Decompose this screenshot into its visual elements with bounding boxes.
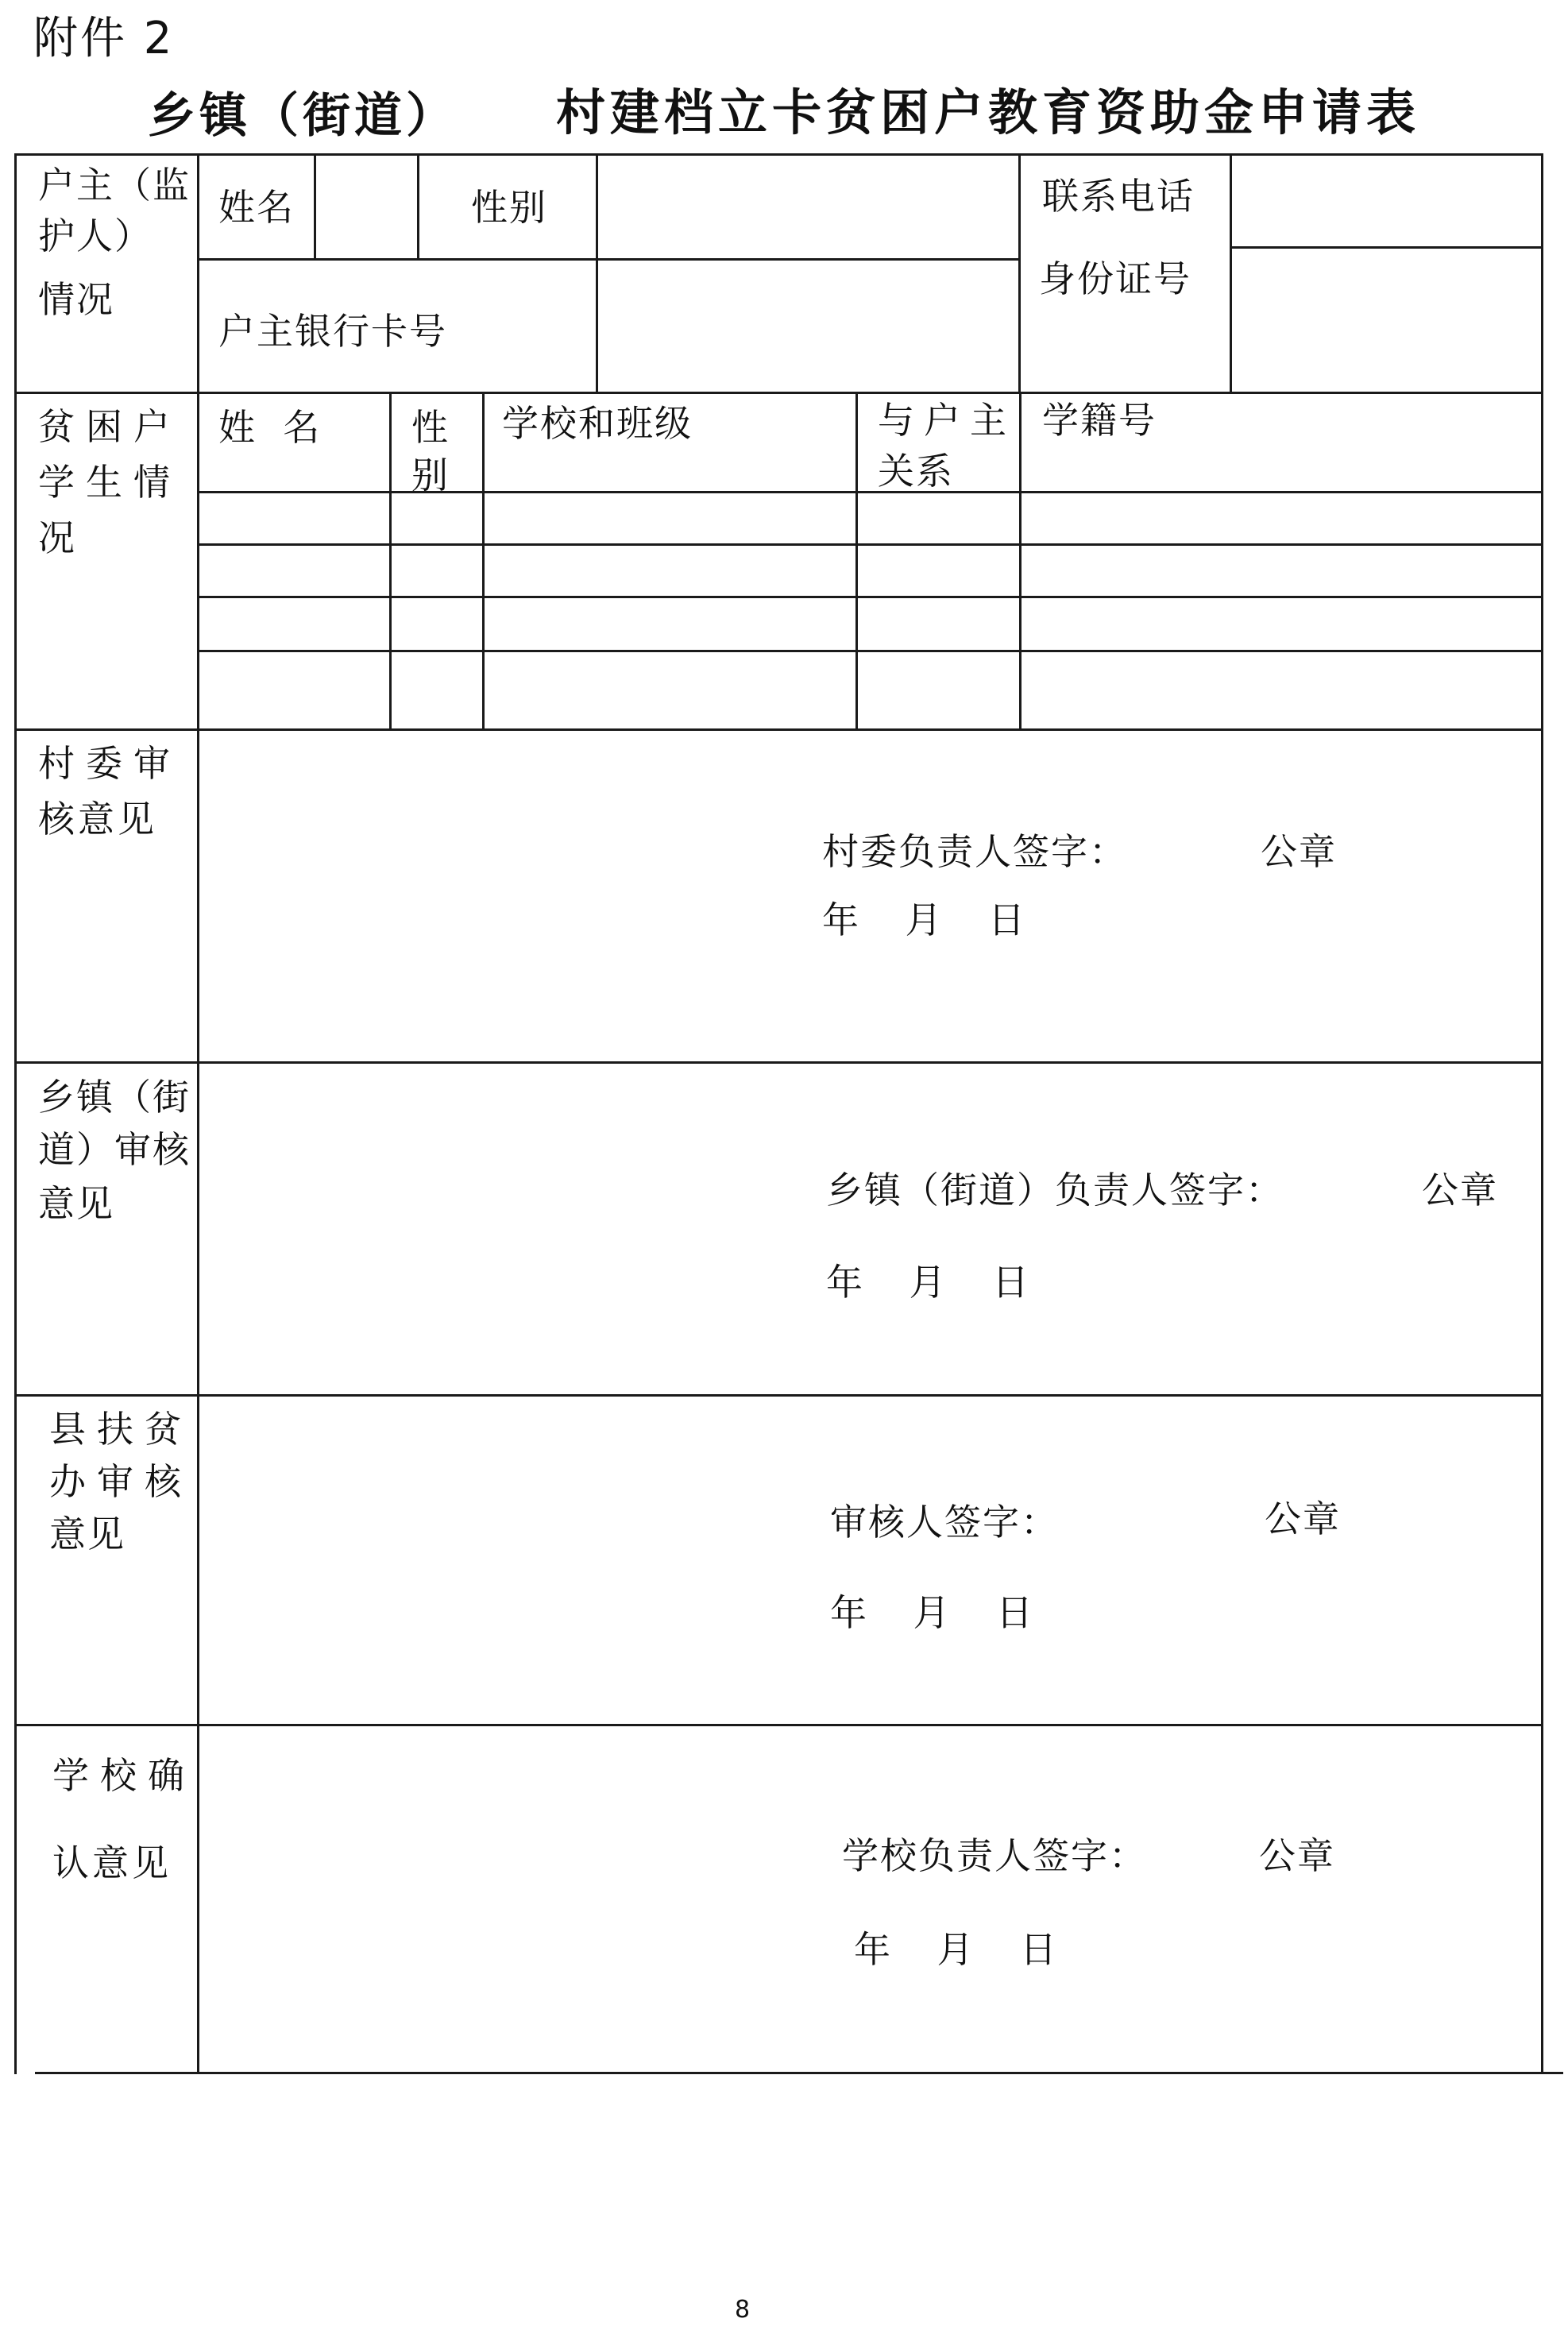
title-prefix: 乡镇（街道） [148,88,458,144]
line [197,543,1543,546]
line [314,153,316,258]
bank-card-value[interactable] [604,305,1001,353]
line [596,153,598,392]
label-column-divider [197,153,199,2074]
table-border-top [14,153,1542,156]
relation-header-1: 与户主 [878,399,1016,442]
relation-header-2: 关系 [878,450,954,493]
county-signature-label: 审核人签字： [830,1501,1059,1544]
school-signature-label: 学校负责人签字： [842,1834,1147,1877]
school-date-label: 年 月 日 [854,1928,1056,1971]
school-confirm-label-1: 学校确 [52,1754,195,1797]
section-divider [14,1724,1543,1726]
line [197,650,1543,652]
phone-label: 联系电话 [1042,175,1195,218]
id-number-value[interactable] [1239,262,1525,310]
section-divider [14,728,1543,731]
village-review-label-1: 村委审 [38,742,181,785]
head-gender-value[interactable] [604,181,1001,229]
student-gender-header-2: 别 [411,454,450,497]
household-section-label-1: 户主（监 [38,164,191,207]
line [1230,153,1232,392]
village-review-label-2: 核意见 [38,798,157,840]
township-seal-label: 公章 [1422,1169,1498,1211]
phone-value[interactable] [1239,170,1525,218]
line [197,258,1019,261]
id-number-label: 身份证号 [1039,257,1191,300]
students-section-label-2: 学生情 [38,461,181,504]
county-seal-label: 公章 [1265,1497,1341,1540]
village-date-label: 年 月 日 [822,898,1025,941]
line [1230,246,1543,249]
village-seal-label: 公章 [1261,830,1337,873]
table-border-bottom [35,2072,1563,2074]
household-section-label-3: 情况 [38,278,114,321]
line [855,392,858,728]
line [1018,153,1021,392]
household-section-label-2: 护人） [38,214,153,257]
bank-card-label: 户主银行卡号 [218,310,447,353]
page-number: 8 [735,2296,751,2324]
township-date-label: 年 月 日 [826,1261,1029,1304]
county-review-label-2: 办审核 [49,1460,192,1503]
head-gender-label: 性别 [471,186,547,229]
students-section-label-3: 况 [38,516,86,559]
school-seal-label: 公章 [1259,1834,1335,1877]
school-confirm-label-2: 认意见 [52,1841,172,1884]
line [417,153,419,258]
attachment-label: 附件 2 [33,13,175,64]
township-review-label-2: 道）审核 [38,1128,191,1171]
line [197,491,1543,493]
township-review-label-1: 乡镇（街 [38,1076,191,1119]
student-gender-header-1: 性 [411,406,450,449]
county-date-label: 年 月 日 [830,1591,1033,1634]
section-divider [14,392,1543,394]
school-class-header: 学校和班级 [502,402,693,445]
line [197,596,1543,598]
section-divider [14,1061,1543,1064]
form-title: 村建档立卡贫困户教育资助金申请表 [556,83,1421,141]
township-signature-label: 乡镇（街道）负责人签字： [826,1169,1284,1211]
student-id-header: 学籍号 [1042,399,1157,442]
section-divider [14,1394,1543,1397]
head-name-label: 姓名 [218,186,295,229]
line [389,392,392,728]
table-border-right [1541,153,1543,2074]
village-signature-label: 村委负责人签字： [822,830,1127,873]
students-section-label-1: 贫困户 [38,405,181,448]
line [482,392,485,728]
head-name-value[interactable] [318,181,413,229]
county-review-label-1: 县扶贫 [49,1408,192,1451]
line [1019,392,1022,728]
student-name-header: 姓 名 [218,406,322,449]
township-review-label-3: 意见 [38,1182,114,1225]
county-review-label-3: 意见 [49,1513,126,1555]
table-border-left [14,153,17,2074]
